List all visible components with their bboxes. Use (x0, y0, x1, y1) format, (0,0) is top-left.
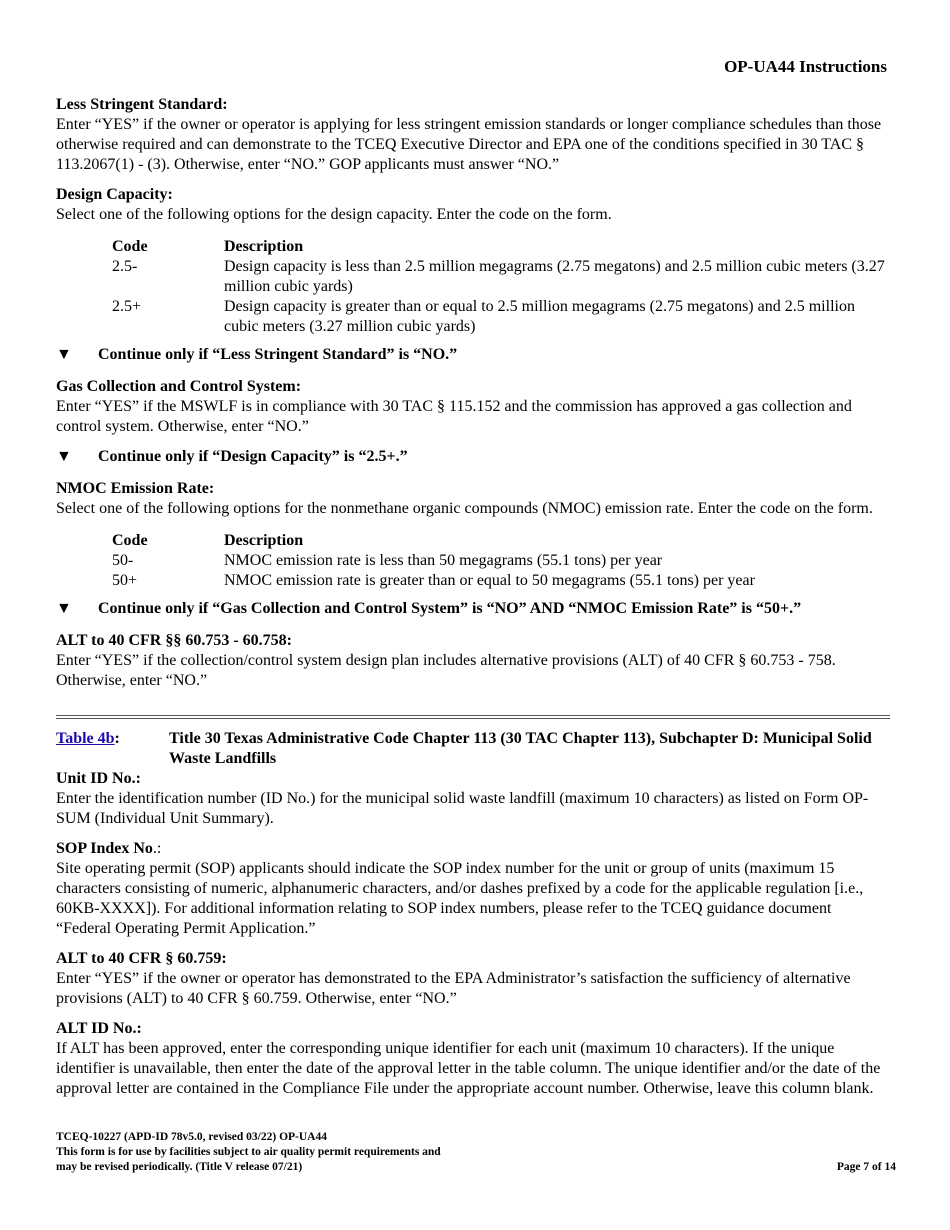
design-capacity-code-table (112, 237, 890, 337)
table-4b-title: Title 30 Texas Administrative Code Chapter 113 (30 TAC Chapter 113), Subchapter D: Municipal Solid Waste Landfills (169, 730, 872, 767)
section-unit-id (56, 769, 890, 829)
section-less-stringent (56, 95, 890, 175)
section-divider (56, 715, 890, 719)
continue-text: Continue only if “Less Stringent Standard” is “NO.” (98, 346, 458, 363)
alt-759-text: Enter “YES” if the owner or operator has demonstrated to the EPA Administrator’s satisfaction the sufficiency of alternative provisions (ALT) to 40 CFR § 60.759. Otherwise, enter “NO.” (56, 970, 851, 1007)
design-capacity-text: Select one of the following options for the design capacity. Enter the code on the form. (56, 206, 612, 223)
table-4b-heading (56, 729, 890, 769)
section-sop-index (56, 839, 890, 939)
code-cell: 2.5- (112, 258, 138, 275)
design-capacity-heading: Design Capacity: (56, 186, 173, 203)
description-cell: Design capacity is less than 2.5 million megagrams (2.75 megatons) and 2.5 million cubic meters (3.27 million cubic yards) (224, 258, 885, 295)
alt-id-heading: ALT ID No.: (56, 1020, 142, 1037)
section-alt-753 (56, 631, 890, 691)
nmoc-text: Select one of the following options for the nonmethane organic compounds (NMOC) emission rate. Enter the code on the form. (56, 500, 873, 517)
description-column-header: Description (224, 238, 304, 255)
nmoc-heading: NMOC Emission Rate: (56, 480, 215, 497)
sop-index-heading-rest: .: (152, 840, 162, 857)
description-cell: NMOC emission rate is less than 50 megagrams (55.1 tons) per year (224, 552, 663, 569)
gas-collection-text: Enter “YES” if the MSWLF is in compliance with 30 TAC § 115.152 and the commission has approved a gas collection and control system. Otherwise, enter “NO.” (56, 398, 852, 435)
description-cell: Design capacity is greater than or equal to 2.5 million megagrams (2.75 megatons) and 2.5 million cubic meters (3.27 million cubic yards) (224, 298, 855, 335)
section-nmoc (56, 479, 890, 591)
code-cell: 50+ (112, 572, 138, 589)
sop-index-text: Site operating permit (SOP) applicants should indicate the SOP index number for the unit or group of units (maximum 15 characters consisting of numeric, alphanumeric characters, and/or dashes prefixed by a code for the applicable regulation [i.e., 60KB-XXXX]). For additional information relating to SOP index numbers, please refer to the TCEQ guidance document “Federal Operating Permit Application.” (56, 860, 864, 937)
page-header-title: OP-UA44 Instructions (724, 57, 887, 76)
continue-instruction-2 (56, 447, 890, 467)
unit-id-text: Enter the identification number (ID No.) for the municipal solid waste landfill (maximum 10 characters) as listed on Form OP-SUM (Individual Unit Summary). (56, 790, 869, 827)
table-row (112, 297, 890, 337)
unit-id-heading: Unit ID No.: (56, 770, 141, 787)
code-cell: 50- (112, 552, 134, 569)
less-stringent-text: Enter “YES” if the owner or operator is applying for less stringent emission standards or longer compliance schedules than those otherwise required and can demonstrate to the TCEQ Executive Director and EPA one of the conditions specified in 30 TAC § 113.2067(1) - (3). Otherwise, enter “NO.” GOP applicants must answer “NO.” (56, 116, 882, 173)
footer-note-line-2: may be revised periodically. (Title V release 07/21) (56, 1161, 303, 1173)
section-design-capacity (56, 185, 890, 337)
down-triangle-icon: ▼ (56, 448, 72, 465)
footer-note-line-1: This form is for use by facilities subject to air quality permit requirements and (56, 1146, 441, 1158)
table-row (112, 571, 890, 591)
footer-form-id: TCEQ-10227 (APD-ID 78v5.0, revised 03/22) OP-UA44 (56, 1131, 327, 1143)
code-column-header: Code (112, 238, 148, 255)
continue-text: Continue only if “Gas Collection and Control System” is “NO” AND “NMOC Emission Rate” is “50+.” (98, 600, 802, 617)
code-column-header: Code (112, 532, 148, 549)
table-row (112, 551, 890, 571)
less-stringent-heading: Less Stringent Standard: (56, 96, 228, 113)
continue-instruction-1 (56, 345, 890, 365)
down-triangle-icon: ▼ (56, 600, 72, 617)
section-alt-id (56, 1019, 890, 1099)
page-content (56, 95, 890, 1109)
page-number: Page 7 of 14 (836, 1161, 896, 1173)
table-row (112, 257, 890, 297)
nmoc-code-table (112, 531, 890, 591)
sop-index-heading (56, 839, 890, 859)
continue-instruction-3 (56, 599, 890, 619)
description-column-header: Description (224, 532, 304, 549)
section-alt-759 (56, 949, 890, 1009)
alt-id-text: If ALT has been approved, enter the corresponding unique identifier for each unit (maximum 10 characters). If the unique identifier is unavailable, then enter the date of the approval letter in the table column. The unique identifier and/or the date of the approval letter are contained in the Compliance File under the appropriate account number. Otherwise, leave this column blank. (56, 1040, 881, 1097)
sop-index-heading-bold: SOP Index No (56, 840, 153, 857)
down-triangle-icon: ▼ (56, 346, 72, 363)
section-gas-collection (56, 377, 890, 437)
page-footer (56, 1130, 896, 1175)
continue-text: Continue only if “Design Capacity” is “2.5+.” (98, 448, 408, 465)
alt-753-heading: ALT to 40 CFR §§ 60.753 - 60.758: (56, 632, 293, 649)
table-4b-link[interactable]: Table 4b (56, 730, 115, 747)
gas-collection-heading: Gas Collection and Control System: (56, 378, 302, 395)
description-cell: NMOC emission rate is greater than or equal to 50 megagrams (55.1 tons) per year (224, 572, 755, 589)
alt-753-text: Enter “YES” if the collection/control system design plan includes alternative provisions (ALT) of 40 CFR § 60.753 - 758. Otherwise, enter “NO.” (56, 652, 836, 689)
table-4b-colon: : (114, 730, 120, 747)
code-cell: 2.5+ (112, 298, 142, 315)
alt-759-heading: ALT to 40 CFR § 60.759: (56, 950, 227, 967)
